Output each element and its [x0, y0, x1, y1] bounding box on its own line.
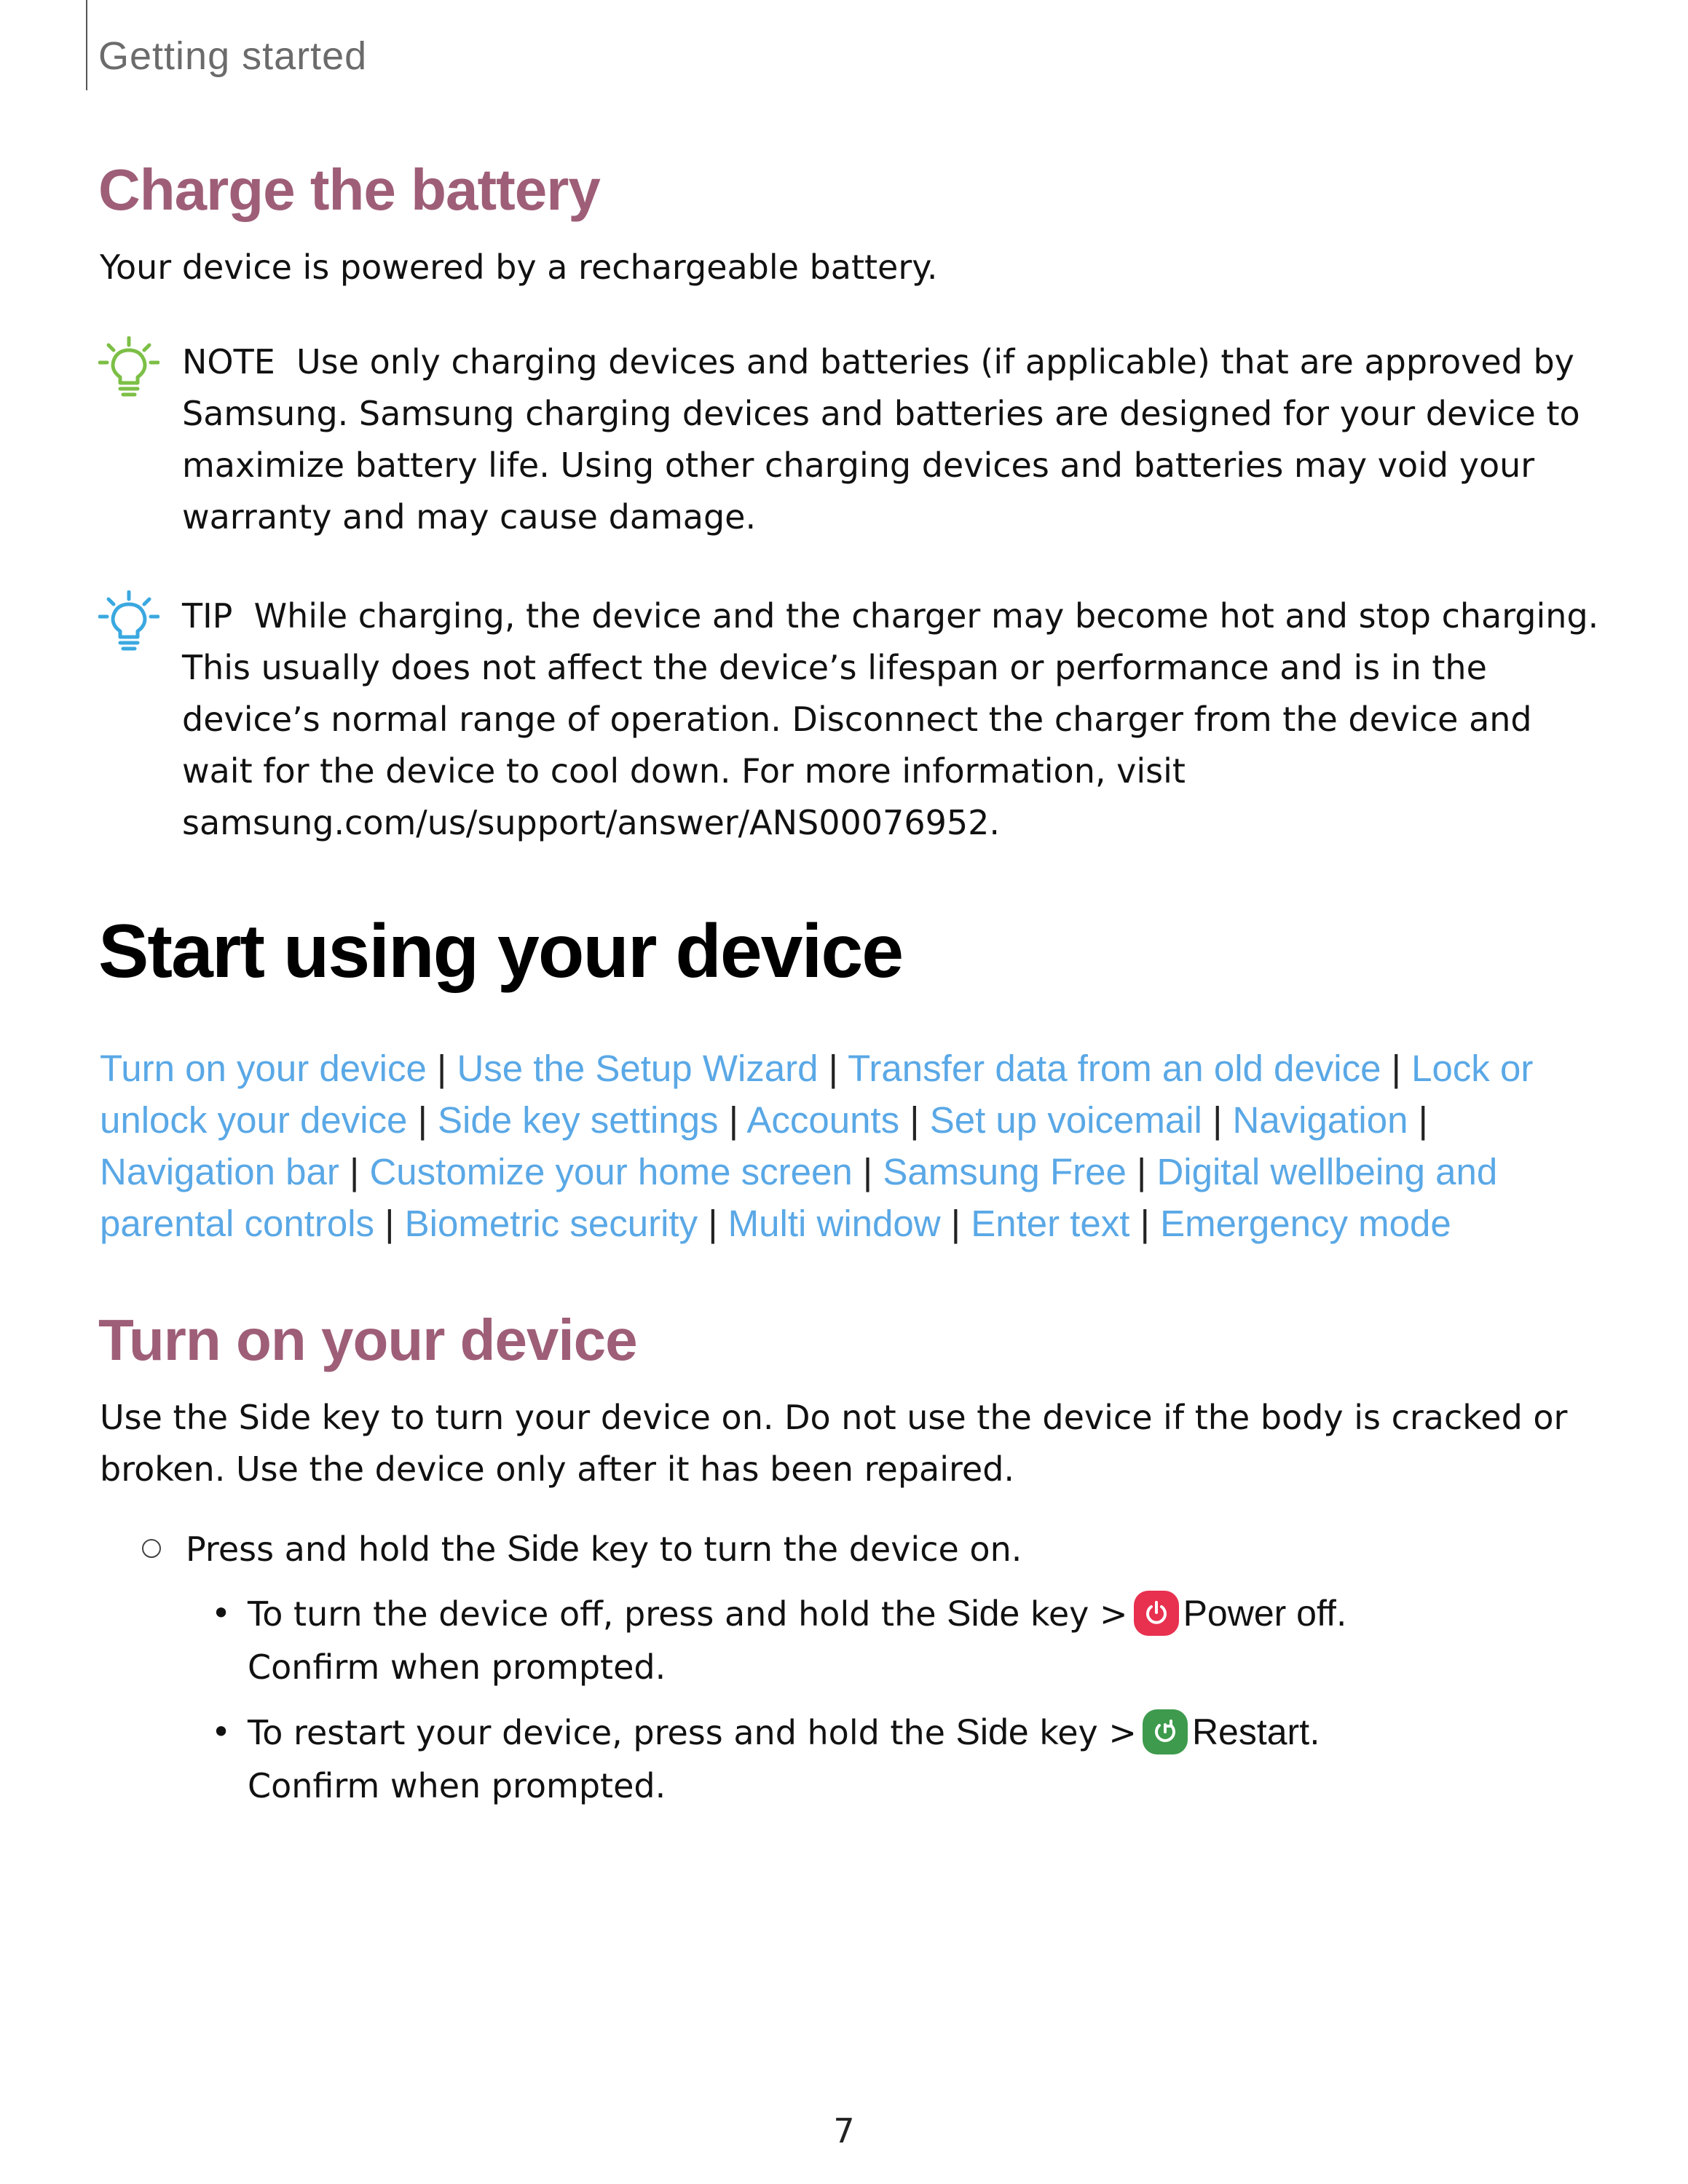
link-separator: |	[828, 1048, 838, 1089]
power-off-text	[248, 1587, 1595, 1694]
step-after: key to turn the device on.	[590, 1530, 1022, 1569]
link-separator: |	[417, 1099, 427, 1141]
topic-link[interactable]: Lock or unlock your device	[100, 1048, 1534, 1141]
topic-link[interactable]: Emergency mode	[1160, 1203, 1451, 1244]
bullet-power-off	[211, 1587, 1595, 1694]
link-separator: |	[728, 1099, 738, 1141]
restart-icon	[1143, 1709, 1188, 1754]
header-rule	[86, 0, 87, 90]
topic-link[interactable]: Digital wellbeing and parental controls	[100, 1151, 1498, 1244]
restart-confirm: Confirm when prompted.	[248, 1766, 666, 1805]
step-text	[186, 1523, 1598, 1575]
power-off-confirm: Confirm when prompted.	[248, 1647, 666, 1687]
topic-link[interactable]: Side key settings	[438, 1099, 719, 1141]
note-label: NOTE	[182, 342, 275, 381]
restart-end: .	[1309, 1713, 1320, 1752]
note-text	[182, 336, 1609, 543]
restart-label: Restart	[1191, 1712, 1310, 1752]
tip-label: TIP	[182, 596, 233, 636]
charge-intro: Your device is powered by a rechargeable battery.	[100, 248, 938, 287]
link-separator: |	[862, 1151, 873, 1192]
side-key-label: Side	[506, 1528, 580, 1569]
topic-link[interactable]: Accounts	[746, 1099, 900, 1141]
restart-mid: key >	[1039, 1713, 1137, 1752]
restart-before: To restart your device, press and hold the	[248, 1713, 945, 1752]
chapter-title: Start using your device	[98, 909, 903, 994]
power-off-label: Power off	[1183, 1593, 1336, 1634]
link-separator: |	[1212, 1099, 1223, 1141]
topic-link[interactable]: Customize your home screen	[369, 1151, 853, 1192]
topic-link[interactable]: Multi window	[727, 1203, 941, 1244]
support-url[interactable]: samsung.com/us/support/answer/ANS00076952	[182, 803, 990, 842]
topic-link[interactable]: Turn on your device	[100, 1048, 427, 1089]
link-separator: |	[384, 1203, 395, 1244]
lightbulb-icon	[98, 590, 159, 652]
bullet-dot: •	[211, 1712, 232, 1752]
tip-body: While charging, the device and the charger may become hot and stop charging. This usually does not affect the device’s lifespan or performance and is in the device’s normal range of operation. Disconnect the charger from the device and wait for the device to cool down. For more information, visit	[182, 596, 1599, 791]
lightbulb-icon	[98, 336, 159, 397]
turn-on-intro: Use the Side key to turn your device on. Do not use the device if the body is cracked or broken. Use the device only after it has been repaired.	[100, 1398, 1568, 1489]
step-marker-icon	[142, 1539, 161, 1558]
note-body: Use only charging devices and batteries (if applicable) that are approved by Samsung. Samsung charging devices and batteries are designed for your device to maximize battery life. Using other charging devices and batteries may void your warranty and may cause damage.	[182, 342, 1580, 537]
section-heading-turn-on: Turn on your device	[98, 1307, 637, 1372]
topic-link[interactable]: Navigation bar	[100, 1151, 339, 1192]
note-callout	[98, 336, 1609, 543]
step-item	[142, 1523, 1598, 1575]
running-title: Getting started	[98, 34, 368, 78]
link-separator: |	[1391, 1048, 1401, 1089]
topic-link[interactable]: Biometric security	[404, 1203, 698, 1244]
topic-links	[100, 1042, 1600, 1249]
power-icon	[1134, 1591, 1179, 1636]
link-separator: |	[708, 1203, 718, 1244]
topic-link[interactable]: Transfer data from an old device	[848, 1048, 1381, 1089]
side-key-label: Side	[947, 1593, 1020, 1634]
topic-link[interactable]: Navigation	[1232, 1099, 1408, 1141]
power-off-before: To turn the device off, press and hold the	[248, 1594, 936, 1634]
link-separator: |	[910, 1099, 920, 1141]
link-separator: |	[437, 1048, 447, 1089]
step-before: Press and hold the	[186, 1530, 497, 1569]
side-key-label: Side	[955, 1712, 1029, 1752]
topic-link[interactable]: Set up voicemail	[929, 1099, 1202, 1141]
link-separator: |	[350, 1151, 360, 1192]
topic-link[interactable]: Samsung Free	[883, 1151, 1127, 1192]
link-separator: |	[950, 1203, 961, 1244]
link-separator: |	[1418, 1099, 1428, 1141]
link-separator: |	[1140, 1203, 1150, 1244]
page-number: 7	[833, 2111, 855, 2151]
bullet-restart	[211, 1706, 1595, 1813]
topic-link[interactable]: Enter text	[971, 1203, 1130, 1244]
topic-link[interactable]: Use the Setup Wizard	[457, 1048, 819, 1089]
link-separator: |	[1137, 1151, 1147, 1192]
tip-end: .	[989, 803, 1001, 842]
power-off-end: .	[1336, 1594, 1347, 1634]
tip-text	[182, 590, 1609, 849]
power-off-mid: key >	[1030, 1594, 1128, 1634]
restart-text	[248, 1706, 1595, 1813]
section-heading-charge: Charge the battery	[98, 157, 600, 222]
bullet-dot: •	[211, 1594, 232, 1633]
tip-callout	[98, 590, 1609, 849]
